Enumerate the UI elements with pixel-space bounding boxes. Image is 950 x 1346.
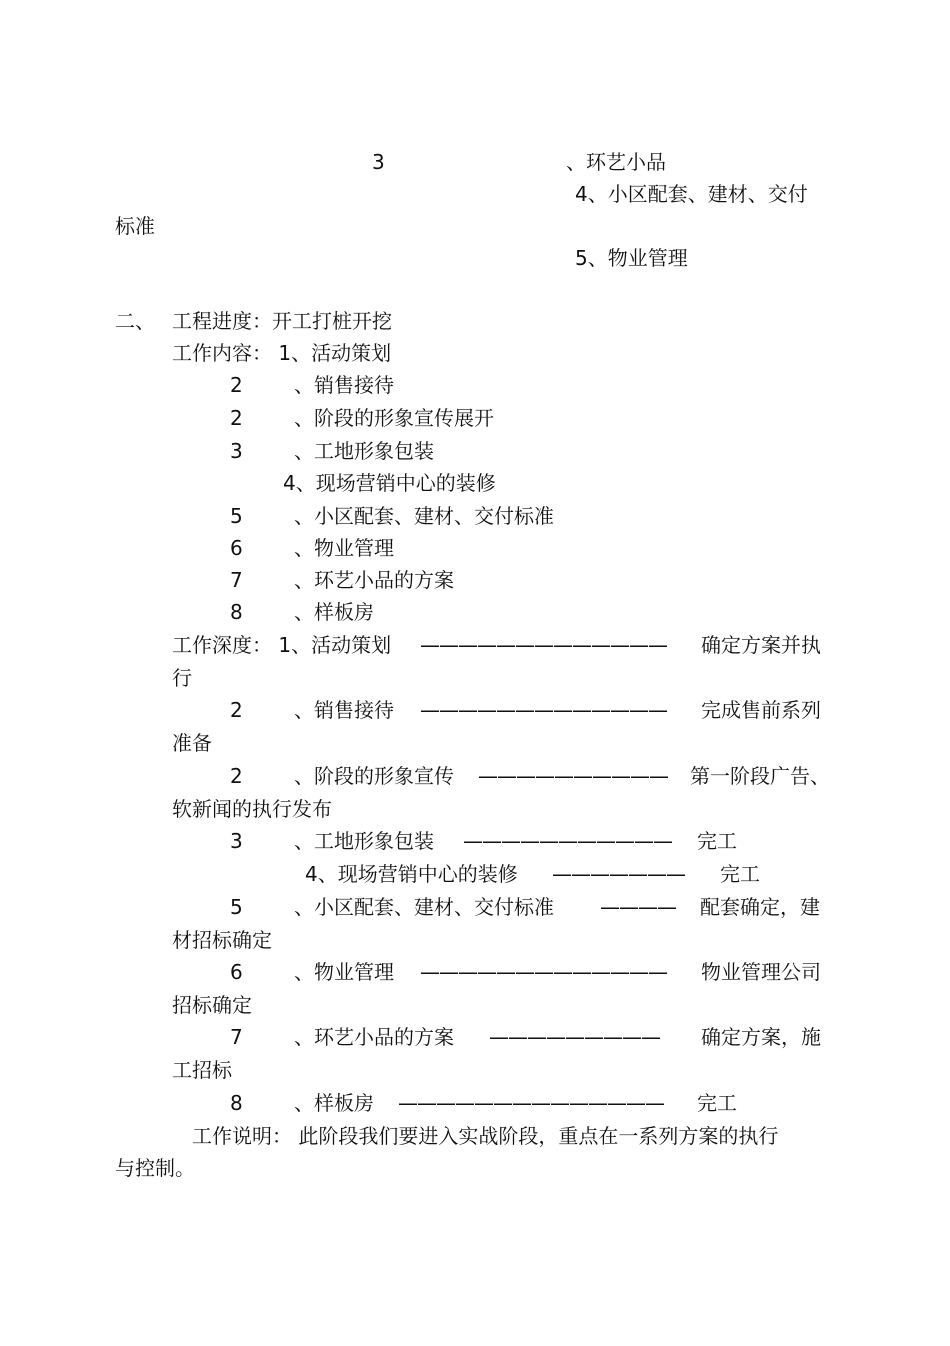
result-text: 配套确定，建	[700, 895, 820, 919]
list-item-text: 、小区配套、建材、交付标准	[294, 895, 554, 919]
wrapped-text: 与控制。	[115, 1156, 195, 1180]
wrapped-text: 准备	[172, 731, 212, 755]
list-number: 8	[230, 600, 243, 624]
wrapped-text: 软新闻的执行发布	[172, 797, 332, 821]
work-depth-heading: 工作深度： 1、活动策划	[172, 633, 392, 657]
work-note: 工作说明： 此阶段我们要进入实战阶段，重点在一系列方案的执行	[192, 1124, 779, 1148]
list-number: 7	[230, 1025, 243, 1049]
list-item-text: 、样板房	[294, 1091, 374, 1115]
result-text: 确定方案并执	[701, 633, 821, 657]
list-item-text: 、环艺小品的方案	[294, 568, 454, 592]
list-item-text: 、销售接待	[294, 698, 394, 722]
list-item-text: 、物业管理	[294, 960, 394, 984]
list-number: 3	[230, 829, 243, 853]
list-number: 8	[230, 1091, 243, 1115]
list-item-text: 、阶段的形象宣传	[294, 764, 454, 788]
section-number: 二、	[115, 309, 155, 333]
list-number: 5	[230, 504, 243, 528]
dash-leader: —————————	[489, 1025, 660, 1049]
result-text: 第一阶段广告、	[690, 764, 830, 788]
list-item-text: 4、现场营销中心的装修	[283, 471, 496, 495]
dash-leader: —————————————	[420, 698, 667, 722]
list-item-text: 、工地形象包装	[294, 439, 434, 463]
result-text: 物业管理公司	[701, 960, 821, 984]
dash-leader: ———————	[552, 862, 685, 886]
list-number: 2	[230, 764, 243, 788]
list-number: 2	[230, 698, 243, 722]
list-number: 2	[230, 406, 243, 430]
dash-leader: ———————————	[463, 829, 672, 853]
result-text: 完工	[697, 829, 737, 853]
list-item-text: 、销售接待	[294, 373, 394, 397]
wrapped-text: 行	[172, 666, 192, 690]
wrapped-text: 材招标确定	[172, 928, 272, 952]
work-content-heading: 工作内容： 1、活动策划	[172, 341, 392, 365]
result-text: 完成售前系列	[701, 698, 821, 722]
wrapped-text: 工招标	[172, 1058, 232, 1082]
dash-leader: —————————————	[420, 960, 667, 984]
dash-leader: ——————————	[478, 764, 668, 788]
list-number: 2	[230, 373, 243, 397]
list-item-text: 4、现场营销中心的装修	[305, 862, 518, 886]
result-text: 完工	[720, 862, 760, 886]
list-item-text: 、环艺小品	[566, 150, 666, 174]
list-item-text: 、物业管理	[294, 536, 394, 560]
list-item-text: 5、物业管理	[575, 246, 688, 270]
list-number: 6	[230, 960, 243, 984]
list-item-text: 4、小区配套、建材、交付	[575, 182, 808, 206]
wrapped-text: 标准	[115, 214, 155, 238]
list-number: 7	[230, 568, 243, 592]
dash-leader: ——————————————	[398, 1091, 664, 1115]
list-number: 6	[230, 536, 243, 560]
result-text: 确定方案，施	[701, 1025, 821, 1049]
list-item-text: 、工地形象包装	[294, 829, 434, 853]
section-heading: 工程进度：开工打桩开挖	[172, 309, 392, 333]
list-item-text: 、环艺小品的方案	[294, 1025, 454, 1049]
dash-leader: ————	[600, 895, 676, 919]
list-item-text: 、小区配套、建材、交付标准	[294, 504, 554, 528]
list-number: 5	[230, 895, 243, 919]
list-item-text: 、阶段的形象宣传展开	[294, 406, 494, 430]
list-item-text: 、样板房	[294, 600, 374, 624]
wrapped-text: 招标确定	[172, 993, 252, 1017]
dash-leader: —————————————	[420, 633, 667, 657]
result-text: 完工	[697, 1091, 737, 1115]
list-number: 3	[372, 150, 385, 174]
list-number: 3	[230, 439, 243, 463]
